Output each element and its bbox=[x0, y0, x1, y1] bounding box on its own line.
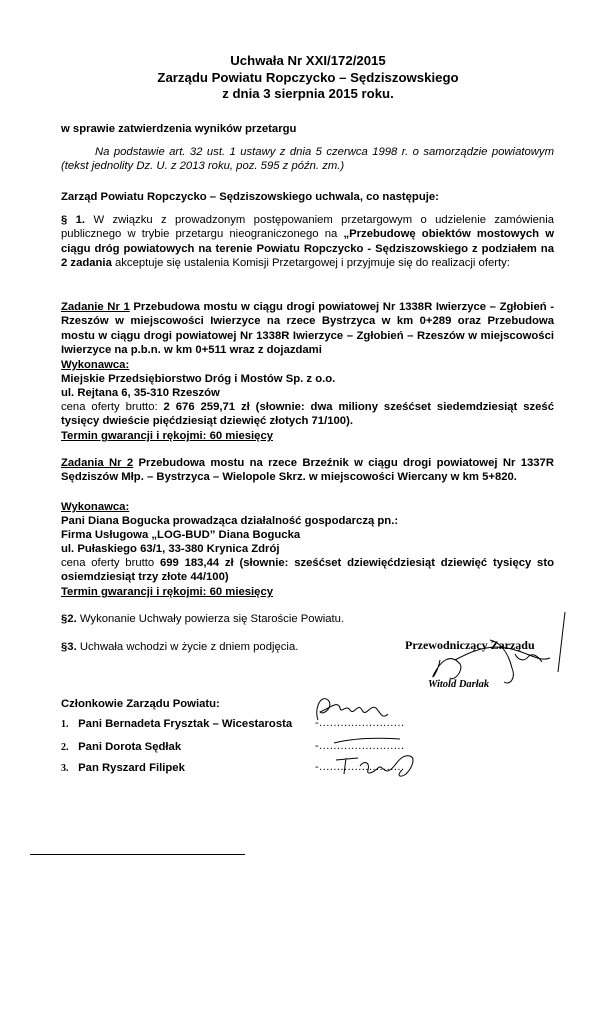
paragraph-3 bbox=[61, 640, 298, 654]
signature-line-3: -........................ bbox=[315, 761, 405, 773]
member-signature-3 bbox=[330, 752, 430, 782]
task-1-price bbox=[61, 400, 554, 429]
task-1-description: Przebudowa mostu w ciągu drogi powiatowej Nr 1338R Iwierzyce – Zgłobień - Rzeszów w miejscowości Iwierzyce na rzece Bystrzyca w km 0+289 oraz Przebudowa mostu w ciągu drogi powiatowej Nr 1338R Iwierzyce – Zgłobień – Rzeszów w miejscowości Iwierzyce na p.b.n. w km 0+511 wraz z dojazdami bbox=[61, 301, 554, 357]
member-name: Pani Dorota Sędłak bbox=[78, 741, 182, 753]
member-row bbox=[61, 761, 185, 776]
signature-line-1: -........................ bbox=[315, 717, 405, 729]
task-1-label: Zadanie Nr 1 bbox=[61, 301, 130, 313]
bottom-rule bbox=[30, 854, 245, 855]
member-number: 3. bbox=[61, 763, 69, 774]
task-1-contractor-address: ul. Rejtana 6, 35-310 Rzeszów bbox=[61, 387, 220, 399]
task-2-label: Zadania Nr 2 bbox=[61, 457, 134, 469]
legal-basis: Na podstawie art. 32 ust. 1 ustawy z dnia 5 czerwca 1998 r. o samorządzie powiatowym (tekst jednolity Dz. U. z 2013 roku, poz. 595 z późn. zm.) bbox=[61, 146, 554, 173]
chairman-signature bbox=[420, 612, 580, 692]
title-line-3: z dnia 3 sierpnia 2015 roku. bbox=[222, 86, 394, 101]
task-1-price-value: 2 676 259,71 zł (słownie: dwa miliony sześćset siedemdziesiąt sześć tysięcy dwieście pięćdziesiąt dziewięć złotych 71/100). bbox=[61, 401, 554, 428]
paragraph-1-text-b: akceptuje się ustalenia Komisji Przetargowej i przyjmuje się do realizacji oferty: bbox=[115, 257, 510, 270]
members-heading: Członkowie Zarządu Powiatu: bbox=[61, 698, 220, 710]
chairman-stamp-title: Przewodniczący Zarządu bbox=[405, 638, 535, 652]
task-2-contractor-label: Wykonawca: bbox=[61, 501, 130, 513]
task-1-price-label: cena oferty brutto: bbox=[61, 401, 158, 413]
task-2-price-value: 699 183,44 zł (słownie: sześćset dziewięćdziesiąt dziewięć tysięcy sto osiemdziesiąt trzy złote 44/100) bbox=[61, 557, 555, 584]
resolves-line: Zarząd Powiatu Ropczycko – Sędziszowskiego uchwala, co następuje: bbox=[61, 191, 439, 203]
task-1-contractor-name: Miejskie Przedsiębiorstwo Dróg i Mostów Sp. z o.o. bbox=[61, 373, 336, 385]
subject-line: w sprawie zatwierdzenia wyników przetargu bbox=[61, 123, 297, 135]
paragraph-1-text-a: W związku z prowadzonym postępowaniem przetargowym o udzielenie zamówienia publicznego w trybie przetargu nieograniczonego na bbox=[61, 214, 555, 241]
task-1-contractor-label: Wykonawca: bbox=[61, 359, 130, 371]
paragraph-2 bbox=[61, 612, 344, 626]
signature-line-2: -........................ bbox=[315, 740, 405, 752]
task-2-contractor-line-1: Pani Diana Bogucka prowadząca działalność gospodarczą pn.: bbox=[61, 515, 399, 527]
paragraph-1-label: § 1. bbox=[61, 214, 86, 226]
member-name: Pan Ryszard Filipek bbox=[78, 762, 185, 774]
task-2-description-block bbox=[61, 456, 554, 485]
member-number: 2. bbox=[61, 742, 69, 753]
paragraph-3-label: §3. bbox=[61, 641, 77, 653]
member-signature-2 bbox=[330, 733, 420, 753]
task-2-contractor-address: ul. Pułaskiego 63/1, 33-380 Krynica Zdrój bbox=[61, 543, 280, 555]
task-2-price bbox=[61, 556, 554, 585]
member-name: Pani Bernadeta Frysztak – Wicestarosta bbox=[78, 718, 293, 730]
task-1-description-block bbox=[61, 300, 554, 358]
paragraph-2-label: §2. bbox=[61, 613, 77, 625]
document-title bbox=[0, 53, 616, 103]
task-1-warranty: Termin gwarancji i rękojmi: 60 miesięcy bbox=[61, 430, 274, 442]
task-2-price-label: cena oferty brutto bbox=[61, 557, 155, 569]
paragraph-1-title: „Przebudowę obiektów mostowych w ciągu dróg powiatowych na terenie Powiatu Ropczycko - Sędziszowskiego z podziałem na 2 zadania bbox=[61, 228, 554, 270]
member-number: 1. bbox=[61, 719, 69, 730]
member-row bbox=[61, 740, 181, 755]
title-line-1: Uchwała Nr XXI/172/2015 bbox=[230, 53, 386, 68]
chairman-stamp-name: Witold Darłak bbox=[428, 679, 490, 690]
paragraph-1 bbox=[61, 213, 554, 271]
title-line-2: Zarządu Powiatu Ropczycko – Sędziszowskiego bbox=[157, 69, 459, 85]
member-row bbox=[61, 717, 292, 732]
task-2-warranty: Termin gwarancji i rękojmi: 60 miesięcy bbox=[61, 586, 274, 598]
member-signature-1 bbox=[310, 690, 400, 730]
paragraph-3-text: Uchwała wchodzi w życie z dniem podjęcia. bbox=[79, 641, 299, 653]
task-2-description: Przebudowa mostu na rzece Brzeźnik w ciągu drogi powiatowej Nr 1337R Sędziszów Młp. – Bystrzyca – Wielopole Skrz. w miejscowości Wiercany w km 5+820. bbox=[61, 457, 554, 484]
paragraph-2-text: Wykonanie Uchwały powierza się Staroście Powiatu. bbox=[79, 613, 345, 625]
task-2-contractor-line-2: Firma Usługowa „LOG-BUD” Diana Bogucka bbox=[61, 529, 301, 541]
